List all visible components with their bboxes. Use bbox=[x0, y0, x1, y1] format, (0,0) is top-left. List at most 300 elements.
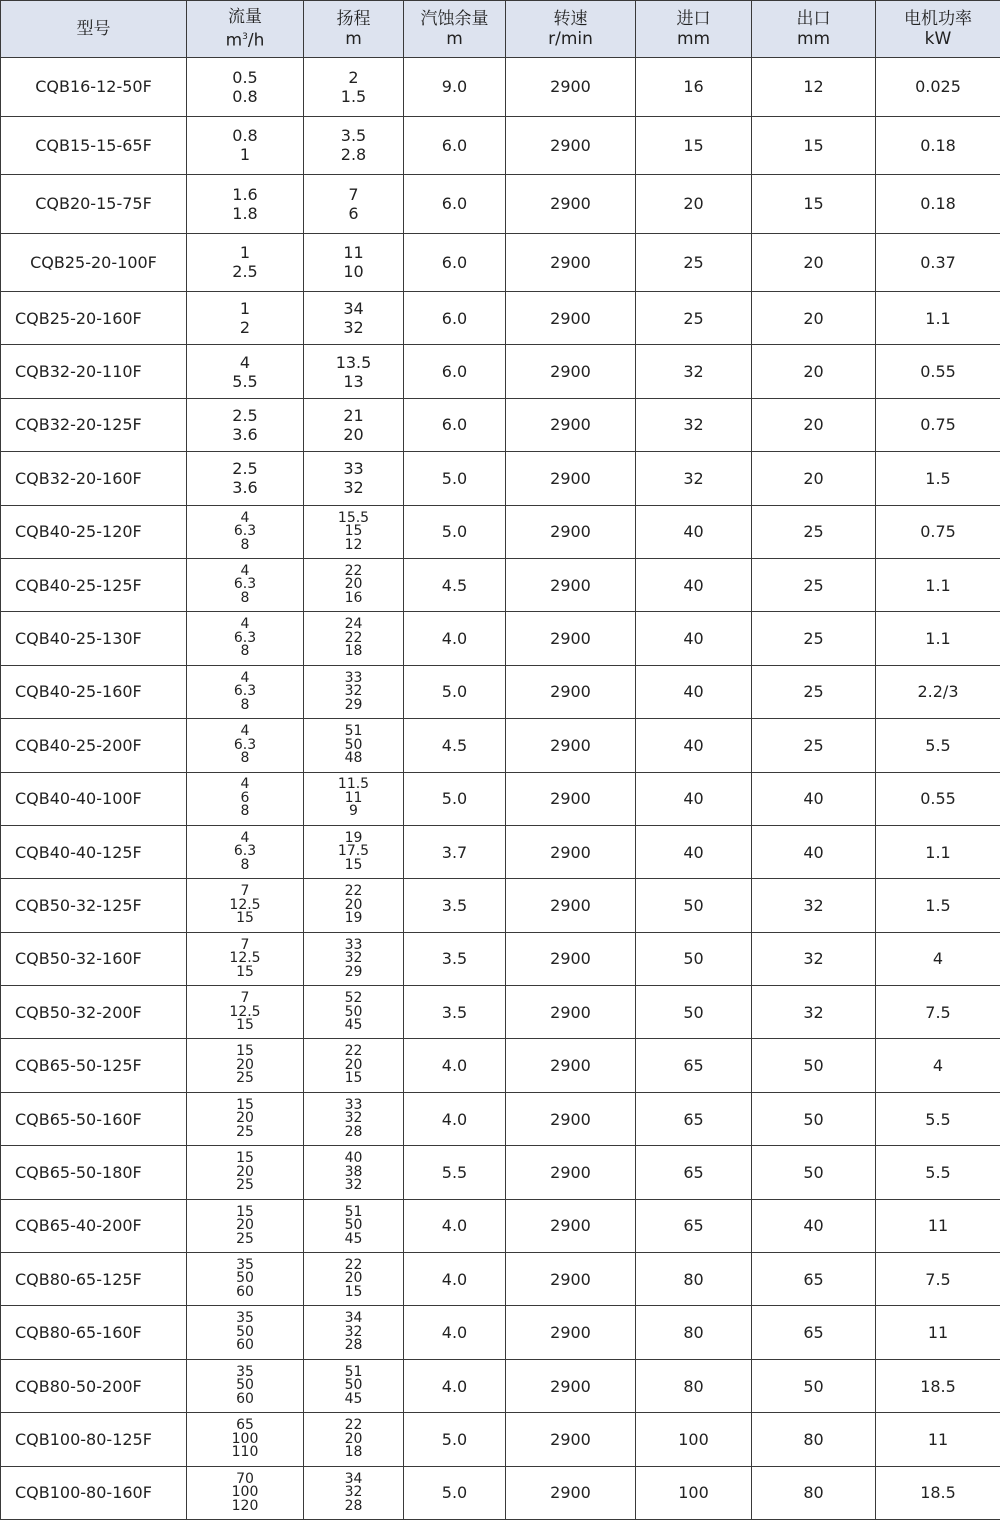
flow-values bbox=[187, 832, 303, 873]
speed-text: 2900 bbox=[550, 576, 591, 595]
flow-value: 6.3 bbox=[234, 578, 256, 592]
speed-cell bbox=[506, 825, 636, 878]
npsh-text: 5.0 bbox=[442, 1430, 467, 1449]
model-cell bbox=[1, 1413, 187, 1466]
outlet-text: 65 bbox=[803, 1323, 823, 1342]
speed-cell bbox=[506, 1359, 636, 1412]
speed-cell bbox=[506, 452, 636, 505]
head-value: 32 bbox=[343, 478, 363, 497]
model-text: CQB40-25-200F bbox=[15, 736, 142, 755]
header-flow-unit: $m^3/h$ bbox=[187, 27, 303, 51]
header-inlet: 进口 mm bbox=[636, 1, 752, 58]
head-cell bbox=[304, 772, 404, 825]
head-value: 7 bbox=[348, 185, 358, 204]
head-cell bbox=[304, 719, 404, 772]
flow-value: 1 bbox=[240, 145, 250, 164]
power-cell bbox=[876, 665, 1000, 718]
head-value: 17.5 bbox=[338, 845, 369, 859]
speed-text: 2900 bbox=[550, 253, 591, 272]
inlet-text: 100 bbox=[678, 1430, 709, 1449]
inlet-cell bbox=[636, 1306, 752, 1359]
model-text: CQB25-20-100F bbox=[30, 253, 157, 272]
npsh-text: 5.0 bbox=[442, 682, 467, 701]
model-cell bbox=[1, 719, 187, 772]
power-cell bbox=[876, 1413, 1000, 1466]
flow-value: 7 bbox=[241, 885, 250, 899]
inlet-text: 40 bbox=[683, 682, 703, 701]
flow-values bbox=[187, 406, 303, 444]
flow-values bbox=[187, 68, 303, 106]
model-cell bbox=[1, 612, 187, 665]
npsh-text: 5.0 bbox=[442, 1483, 467, 1502]
model-text: CQB80-65-125F bbox=[15, 1270, 142, 1289]
speed-text: 2900 bbox=[550, 415, 591, 434]
flow-value: 8 bbox=[241, 539, 250, 553]
table-row bbox=[1, 558, 1000, 611]
inlet-cell bbox=[636, 772, 752, 825]
outlet-text: 80 bbox=[803, 1483, 823, 1502]
head-value: 34 bbox=[345, 1473, 363, 1487]
outlet-text: 80 bbox=[803, 1430, 823, 1449]
flow-values bbox=[187, 1206, 303, 1247]
inlet-text: 80 bbox=[683, 1323, 703, 1342]
speed-text: 2900 bbox=[550, 469, 591, 488]
flow-values bbox=[187, 1473, 303, 1514]
outlet-cell bbox=[752, 1039, 876, 1092]
head-values bbox=[304, 185, 403, 223]
flow-cell bbox=[187, 175, 304, 234]
head-values bbox=[304, 68, 403, 106]
flow-value: 15 bbox=[236, 912, 254, 926]
power-cell bbox=[876, 1199, 1000, 1252]
power-text: 4 bbox=[933, 1056, 943, 1075]
model-cell bbox=[1, 825, 187, 878]
flow-value: 25 bbox=[236, 1126, 254, 1140]
head-cell bbox=[304, 1466, 404, 1519]
head-cell bbox=[304, 233, 404, 292]
head-cell bbox=[304, 932, 404, 985]
inlet-cell bbox=[636, 1039, 752, 1092]
power-cell bbox=[876, 58, 1000, 117]
speed-text: 2900 bbox=[550, 362, 591, 381]
model-text: CQB40-25-120F bbox=[15, 522, 142, 541]
inlet-cell bbox=[636, 879, 752, 932]
power-cell bbox=[876, 558, 1000, 611]
inlet-cell bbox=[636, 1413, 752, 1466]
power-text: 5.5 bbox=[925, 1163, 950, 1182]
head-value: 11 bbox=[345, 792, 363, 806]
head-value: 19 bbox=[345, 912, 363, 926]
flow-values bbox=[187, 939, 303, 980]
inlet-cell bbox=[636, 1253, 752, 1306]
flow-value: 60 bbox=[236, 1286, 254, 1300]
power-text: 0.55 bbox=[920, 789, 956, 808]
outlet-cell bbox=[752, 719, 876, 772]
outlet-text: 20 bbox=[803, 253, 823, 272]
model-text: CQB16-12-50F bbox=[35, 77, 152, 96]
outlet-cell bbox=[752, 879, 876, 932]
flow-cell bbox=[187, 665, 304, 718]
table-row bbox=[1, 1306, 1000, 1359]
speed-text: 2900 bbox=[550, 1323, 591, 1342]
speed-cell bbox=[506, 58, 636, 117]
header-power: 电机功率 kW bbox=[876, 1, 1000, 58]
npsh-text: 3.5 bbox=[442, 1003, 467, 1022]
flow-value: 15 bbox=[236, 1045, 254, 1059]
inlet-text: 40 bbox=[683, 736, 703, 755]
head-value: 50 bbox=[345, 1006, 363, 1020]
outlet-text: 40 bbox=[803, 789, 823, 808]
speed-cell bbox=[506, 558, 636, 611]
head-cell bbox=[304, 58, 404, 117]
flow-cell bbox=[187, 558, 304, 611]
flow-cell bbox=[187, 1199, 304, 1252]
speed-text: 2900 bbox=[550, 843, 591, 862]
head-value: 20 bbox=[343, 425, 363, 444]
flow-value: 5.5 bbox=[232, 372, 257, 391]
head-cell bbox=[304, 452, 404, 505]
inlet-text: 65 bbox=[683, 1216, 703, 1235]
head-value: 50 bbox=[345, 739, 363, 753]
flow-value: 110 bbox=[232, 1446, 259, 1460]
npsh-text: 4.0 bbox=[442, 629, 467, 648]
inlet-cell bbox=[636, 1199, 752, 1252]
flow-value: 20 bbox=[236, 1219, 254, 1233]
flow-value: 12.5 bbox=[229, 1006, 260, 1020]
model-text: CQB32-20-160F bbox=[15, 469, 142, 488]
table-row bbox=[1, 932, 1000, 985]
model-text: CQB15-15-65F bbox=[35, 136, 152, 155]
flow-value: 12.5 bbox=[229, 952, 260, 966]
outlet-cell bbox=[752, 345, 876, 398]
inlet-text: 100 bbox=[678, 1483, 709, 1502]
flow-value: 0.5 bbox=[232, 68, 257, 87]
flow-cell bbox=[187, 58, 304, 117]
inlet-cell bbox=[636, 986, 752, 1039]
head-value: 28 bbox=[345, 1500, 363, 1514]
flow-cell bbox=[187, 505, 304, 558]
flow-value: 120 bbox=[232, 1500, 259, 1514]
outlet-cell bbox=[752, 175, 876, 234]
flow-value: 4 bbox=[241, 778, 250, 792]
npsh-text: 4.5 bbox=[442, 736, 467, 755]
flow-values bbox=[187, 1045, 303, 1086]
npsh-text: 6.0 bbox=[442, 309, 467, 328]
flow-value: 1.8 bbox=[232, 204, 257, 223]
outlet-text: 50 bbox=[803, 1163, 823, 1182]
npsh-cell bbox=[404, 1359, 506, 1412]
flow-value: 4 bbox=[241, 512, 250, 526]
power-text: 1.5 bbox=[925, 469, 950, 488]
flow-values bbox=[187, 992, 303, 1033]
outlet-text: 20 bbox=[803, 415, 823, 434]
power-text: 0.18 bbox=[920, 194, 956, 213]
speed-cell bbox=[506, 1199, 636, 1252]
head-values bbox=[304, 299, 403, 337]
flow-value: 20 bbox=[236, 1112, 254, 1126]
power-cell bbox=[876, 345, 1000, 398]
flow-value: 6.3 bbox=[234, 632, 256, 646]
flow-value: 6.3 bbox=[234, 685, 256, 699]
head-value: 33 bbox=[345, 939, 363, 953]
outlet-cell bbox=[752, 1413, 876, 1466]
flow-value: 4 bbox=[240, 353, 250, 372]
power-text: 1.1 bbox=[925, 576, 950, 595]
head-values bbox=[304, 459, 403, 497]
head-value: 38 bbox=[345, 1166, 363, 1180]
outlet-text: 32 bbox=[803, 896, 823, 915]
head-value: 15 bbox=[345, 525, 363, 539]
head-value: 22 bbox=[345, 1419, 363, 1433]
power-text: 0.37 bbox=[920, 253, 956, 272]
flow-value: 8 bbox=[241, 592, 250, 606]
power-cell bbox=[876, 1092, 1000, 1145]
power-cell bbox=[876, 505, 1000, 558]
npsh-cell bbox=[404, 452, 506, 505]
head-values bbox=[304, 243, 403, 281]
power-cell bbox=[876, 175, 1000, 234]
flow-values bbox=[187, 565, 303, 606]
header-model-label: 型号 bbox=[77, 19, 111, 39]
speed-text: 2900 bbox=[550, 949, 591, 968]
speed-cell bbox=[506, 292, 636, 345]
npsh-cell bbox=[404, 116, 506, 175]
npsh-cell bbox=[404, 1413, 506, 1466]
table-row bbox=[1, 1199, 1000, 1252]
head-value: 18 bbox=[345, 645, 363, 659]
head-values bbox=[304, 672, 403, 713]
flow-cell bbox=[187, 116, 304, 175]
model-text: CQB65-50-180F bbox=[15, 1163, 142, 1182]
npsh-cell bbox=[404, 345, 506, 398]
npsh-cell bbox=[404, 879, 506, 932]
head-value: 11.5 bbox=[338, 778, 369, 792]
head-value: 28 bbox=[345, 1126, 363, 1140]
outlet-text: 15 bbox=[803, 136, 823, 155]
head-cell bbox=[304, 665, 404, 718]
npsh-cell bbox=[404, 58, 506, 117]
npsh-text: 6.0 bbox=[442, 415, 467, 434]
table-row bbox=[1, 58, 1000, 117]
npsh-cell bbox=[404, 505, 506, 558]
speed-text: 2900 bbox=[550, 1003, 591, 1022]
npsh-text: 6.0 bbox=[442, 194, 467, 213]
table-row bbox=[1, 1039, 1000, 1092]
speed-cell bbox=[506, 719, 636, 772]
speed-text: 2900 bbox=[550, 136, 591, 155]
power-text: 5.5 bbox=[925, 736, 950, 755]
npsh-text: 3.5 bbox=[442, 949, 467, 968]
speed-cell bbox=[506, 879, 636, 932]
flow-value: 50 bbox=[236, 1272, 254, 1286]
flow-value: 60 bbox=[236, 1393, 254, 1407]
flow-value: 2 bbox=[240, 318, 250, 337]
flow-value: 15 bbox=[236, 1206, 254, 1220]
power-cell bbox=[876, 986, 1000, 1039]
head-value: 19 bbox=[345, 832, 363, 846]
flow-value: 8 bbox=[241, 699, 250, 713]
head-value: 34 bbox=[345, 1312, 363, 1326]
head-value: 11 bbox=[343, 243, 363, 262]
flow-cell bbox=[187, 233, 304, 292]
flow-cell bbox=[187, 719, 304, 772]
npsh-cell bbox=[404, 1146, 506, 1199]
power-text: 1.1 bbox=[925, 309, 950, 328]
speed-text: 2900 bbox=[550, 1270, 591, 1289]
inlet-text: 50 bbox=[683, 1003, 703, 1022]
head-cell bbox=[304, 825, 404, 878]
head-value: 33 bbox=[343, 459, 363, 478]
head-cell bbox=[304, 558, 404, 611]
head-value: 52 bbox=[345, 992, 363, 1006]
model-cell bbox=[1, 1253, 187, 1306]
speed-text: 2900 bbox=[550, 1377, 591, 1396]
outlet-text: 50 bbox=[803, 1377, 823, 1396]
flow-value: 15 bbox=[236, 1019, 254, 1033]
outlet-cell bbox=[752, 612, 876, 665]
model-text: CQB80-65-160F bbox=[15, 1323, 142, 1342]
speed-text: 2900 bbox=[550, 1483, 591, 1502]
npsh-cell bbox=[404, 986, 506, 1039]
outlet-text: 40 bbox=[803, 1216, 823, 1235]
npsh-text: 5.0 bbox=[442, 522, 467, 541]
flow-value: 100 bbox=[232, 1486, 259, 1500]
flow-value: 2.5 bbox=[232, 262, 257, 281]
inlet-text: 20 bbox=[683, 194, 703, 213]
head-value: 15.5 bbox=[338, 512, 369, 526]
head-values bbox=[304, 406, 403, 444]
model-text: CQB40-40-100F bbox=[15, 789, 142, 808]
inlet-cell bbox=[636, 932, 752, 985]
head-values bbox=[304, 992, 403, 1033]
model-cell bbox=[1, 116, 187, 175]
outlet-cell bbox=[752, 772, 876, 825]
model-text: CQB50-32-160F bbox=[15, 949, 142, 968]
npsh-text: 6.0 bbox=[442, 136, 467, 155]
head-value: 22 bbox=[345, 632, 363, 646]
head-value: 3.5 bbox=[341, 126, 366, 145]
power-text: 0.55 bbox=[920, 362, 956, 381]
flow-cell bbox=[187, 612, 304, 665]
flow-values bbox=[187, 1099, 303, 1140]
flow-value: 1 bbox=[240, 299, 250, 318]
head-value: 45 bbox=[345, 1393, 363, 1407]
flow-value: 60 bbox=[236, 1339, 254, 1353]
model-cell bbox=[1, 1146, 187, 1199]
flow-value: 35 bbox=[236, 1259, 254, 1273]
head-value: 22 bbox=[345, 565, 363, 579]
outlet-cell bbox=[752, 932, 876, 985]
inlet-cell bbox=[636, 292, 752, 345]
outlet-text: 20 bbox=[803, 362, 823, 381]
head-values bbox=[304, 126, 403, 164]
npsh-text: 4.0 bbox=[442, 1270, 467, 1289]
inlet-cell bbox=[636, 452, 752, 505]
head-value: 22 bbox=[345, 885, 363, 899]
head-cell bbox=[304, 1146, 404, 1199]
head-values bbox=[304, 1152, 403, 1193]
model-cell bbox=[1, 665, 187, 718]
flow-values bbox=[187, 1366, 303, 1407]
flow-values bbox=[187, 243, 303, 281]
outlet-text: 20 bbox=[803, 309, 823, 328]
model-text: CQB100-80-160F bbox=[15, 1483, 152, 1502]
inlet-cell bbox=[636, 505, 752, 558]
npsh-text: 4.0 bbox=[442, 1323, 467, 1342]
head-cell bbox=[304, 345, 404, 398]
power-cell bbox=[876, 1306, 1000, 1359]
head-value: 50 bbox=[345, 1219, 363, 1233]
head-value: 18 bbox=[345, 1446, 363, 1460]
speed-cell bbox=[506, 1306, 636, 1359]
head-value: 33 bbox=[345, 672, 363, 686]
speed-cell bbox=[506, 233, 636, 292]
npsh-cell bbox=[404, 772, 506, 825]
power-cell bbox=[876, 116, 1000, 175]
inlet-text: 65 bbox=[683, 1163, 703, 1182]
head-value: 40 bbox=[345, 1152, 363, 1166]
head-value: 20 bbox=[345, 1433, 363, 1447]
head-cell bbox=[304, 175, 404, 234]
inlet-cell bbox=[636, 345, 752, 398]
power-text: 1.5 bbox=[925, 896, 950, 915]
model-cell bbox=[1, 1199, 187, 1252]
head-value: 20 bbox=[345, 578, 363, 592]
inlet-cell bbox=[636, 175, 752, 234]
head-values bbox=[304, 1206, 403, 1247]
flow-value: 8 bbox=[241, 859, 250, 873]
head-value: 33 bbox=[345, 1099, 363, 1113]
npsh-cell bbox=[404, 1253, 506, 1306]
power-cell bbox=[876, 233, 1000, 292]
npsh-text: 5.5 bbox=[442, 1163, 467, 1182]
power-text: 1.1 bbox=[925, 843, 950, 862]
head-value: 20 bbox=[345, 899, 363, 913]
flow-value: 8 bbox=[241, 752, 250, 766]
speed-cell bbox=[506, 398, 636, 451]
head-cell bbox=[304, 1039, 404, 1092]
head-cell bbox=[304, 398, 404, 451]
head-value: 10 bbox=[343, 262, 363, 281]
power-text: 5.5 bbox=[925, 1110, 950, 1129]
flow-cell bbox=[187, 772, 304, 825]
model-cell bbox=[1, 505, 187, 558]
head-values bbox=[304, 618, 403, 659]
outlet-text: 25 bbox=[803, 682, 823, 701]
flow-values bbox=[187, 885, 303, 926]
flow-values bbox=[187, 126, 303, 164]
power-text: 18.5 bbox=[920, 1377, 956, 1396]
head-value: 51 bbox=[345, 725, 363, 739]
model-cell bbox=[1, 58, 187, 117]
flow-cell bbox=[187, 1039, 304, 1092]
speed-cell bbox=[506, 986, 636, 1039]
speed-cell bbox=[506, 345, 636, 398]
flow-value: 100 bbox=[232, 1433, 259, 1447]
flow-values bbox=[187, 618, 303, 659]
npsh-cell bbox=[404, 558, 506, 611]
head-value: 13.5 bbox=[336, 353, 372, 372]
flow-value: 0.8 bbox=[232, 126, 257, 145]
speed-text: 2900 bbox=[550, 896, 591, 915]
npsh-cell bbox=[404, 292, 506, 345]
flow-values bbox=[187, 459, 303, 497]
flow-values bbox=[187, 672, 303, 713]
inlet-cell bbox=[636, 612, 752, 665]
head-values bbox=[304, 565, 403, 606]
outlet-text: 32 bbox=[803, 949, 823, 968]
model-cell bbox=[1, 879, 187, 932]
